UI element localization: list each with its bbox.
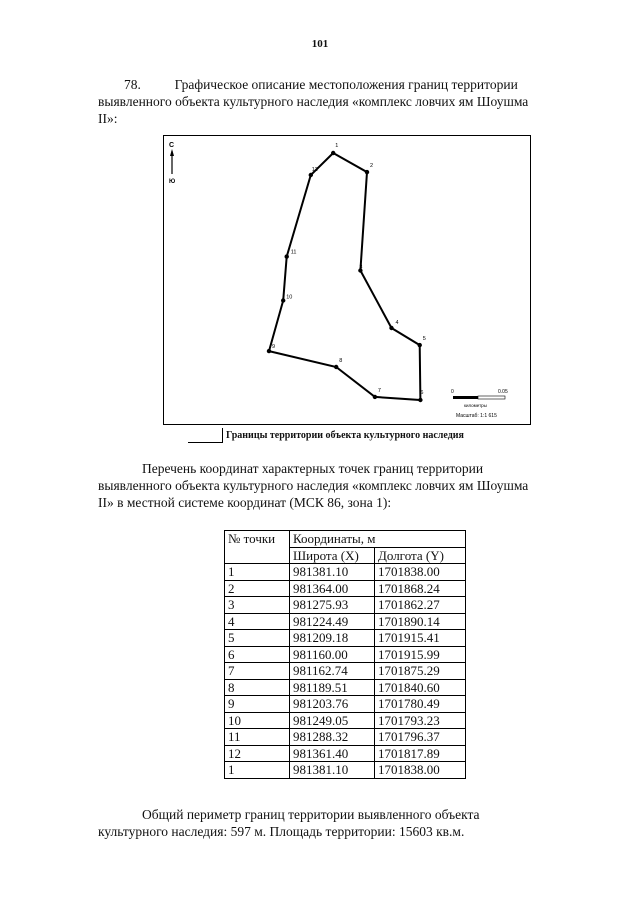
coordinates-table-body — [225, 564, 466, 779]
table-row — [225, 679, 466, 696]
scale-unit: километры — [464, 403, 487, 408]
latitude-cell: 981288.32 — [290, 729, 375, 746]
boundary-polygon — [269, 153, 420, 400]
col-coords-header: Координаты, м — [290, 531, 466, 548]
longitude-cell: 1701796.37 — [375, 729, 466, 746]
point-number-cell: 2 — [225, 580, 290, 597]
page-number: 101 — [311, 38, 329, 50]
boundary-map-svg — [164, 136, 530, 424]
latitude-cell: 981160.00 — [290, 646, 375, 663]
footer-line-1 — [98, 806, 590, 823]
longitude-cell: 1701838.00 — [375, 762, 466, 779]
table-row — [225, 630, 466, 647]
point-number-cell: 1 — [225, 564, 290, 581]
scale-end: 0.05 — [498, 389, 508, 395]
vertex-label: 6 — [420, 390, 424, 396]
vertex-point — [418, 398, 422, 402]
longitude-cell: 1701838.00 — [375, 564, 466, 581]
vertex-point — [373, 395, 377, 399]
list-line-3: II» в местной системе координат (МСК 86, зона 1): — [98, 495, 392, 510]
latitude-cell: 981381.10 — [290, 762, 375, 779]
latitude-cell: 981209.18 — [290, 630, 375, 647]
table-row — [225, 564, 466, 581]
vertex-label: 10 — [286, 294, 293, 301]
latitude-cell: 981364.00 — [290, 580, 375, 597]
vertex-label: 1 — [335, 143, 339, 149]
point-number-cell: 4 — [225, 613, 290, 630]
footer-line-1-text: Общий периметр границ территории выявленного объекта — [142, 807, 480, 822]
boundary-map — [163, 135, 531, 425]
col-point-header: № точки — [225, 531, 290, 564]
point-number-cell: 5 — [225, 630, 290, 647]
latitude-cell: 981249.05 — [290, 712, 375, 729]
longitude-cell: 1701840.60 — [375, 679, 466, 696]
longitude-cell: 1701780.49 — [375, 696, 466, 713]
south-label: Ю — [169, 179, 176, 185]
vertex-label: 12 — [311, 167, 318, 173]
scale-bar — [451, 389, 508, 419]
north-label: С — [169, 142, 175, 149]
point-number-cell: 11 — [225, 729, 290, 746]
list-line-1 — [98, 460, 590, 477]
point-number-cell: 6 — [225, 646, 290, 663]
longitude-cell: 1701793.23 — [375, 712, 466, 729]
latitude-cell: 981162.74 — [290, 663, 375, 680]
vertex-label: 8 — [339, 358, 343, 364]
table-row — [225, 712, 466, 729]
latitude-cell: 981203.76 — [290, 696, 375, 713]
point-number-cell: 8 — [225, 679, 290, 696]
vertex-label: 9 — [272, 344, 276, 351]
vertex-label: 11 — [290, 249, 297, 256]
table-row — [225, 597, 466, 614]
vertex-layer — [267, 143, 426, 402]
latitude-cell: 981189.51 — [290, 679, 375, 696]
latitude-cell: 981224.49 — [290, 613, 375, 630]
longitude-cell: 1701862.27 — [375, 597, 466, 614]
table-row — [225, 696, 466, 713]
vertex-label: 2 — [370, 163, 374, 170]
heading-paragraph — [98, 76, 590, 127]
legend-line-symbol — [188, 428, 223, 443]
vertex-point — [281, 298, 285, 302]
longitude-cell: 1701817.89 — [375, 745, 466, 762]
longitude-cell: 1701890.14 — [375, 613, 466, 630]
north-arrow-head — [170, 149, 174, 156]
latitude-cell: 981275.93 — [290, 597, 375, 614]
point-number-cell: 9 — [225, 696, 290, 713]
footer-line-2: культурного наследия: 597 м. Площадь территории: 15603 кв.м. — [98, 824, 465, 839]
latitude-cell: 981361.40 — [290, 745, 375, 762]
latitude-cell: 981381.10 — [290, 564, 375, 581]
longitude-cell: 1701915.41 — [375, 630, 466, 647]
list-paragraph — [98, 460, 590, 511]
heading-line-1 — [98, 76, 590, 93]
heading-number: 78. — [124, 77, 141, 92]
scale-text: Масштаб: 1:1 615 — [456, 413, 497, 419]
point-number-cell: 7 — [225, 663, 290, 680]
table-row — [225, 580, 466, 597]
table-row — [225, 613, 466, 630]
table-row — [225, 745, 466, 762]
vertex-point — [389, 326, 393, 330]
vertex-point — [309, 173, 313, 177]
table-row — [225, 729, 466, 746]
coordinates-table — [224, 530, 466, 779]
longitude-cell: 1701868.24 — [375, 580, 466, 597]
table-row — [225, 762, 466, 779]
longitude-cell: 1701875.29 — [375, 663, 466, 680]
scale-start: 0 — [451, 389, 454, 395]
vertex-label: 5 — [422, 336, 426, 343]
list-line-2: выявленного объекта культурного наследия «комплекс ловчих ям Шоушма — [98, 478, 529, 493]
point-number-cell: 3 — [225, 597, 290, 614]
table-row — [225, 646, 466, 663]
legend-text: Границы территории объекта культурного наследия — [226, 430, 464, 441]
table-header-row — [225, 531, 466, 548]
scale-bar-light — [478, 396, 505, 399]
point-number-cell: 1 — [225, 762, 290, 779]
table-row — [225, 663, 466, 680]
longitude-cell: 1701915.99 — [375, 646, 466, 663]
vertex-point — [285, 254, 289, 258]
col-lat-header: Широта (X) — [290, 547, 375, 564]
col-lon-header: Долгота (Y) — [375, 547, 466, 564]
scale-bar-dark — [453, 396, 478, 399]
vertex-point — [267, 349, 271, 353]
vertex-point — [418, 343, 422, 347]
point-number-cell: 12 — [225, 745, 290, 762]
vertex-point — [331, 151, 335, 155]
vertex-label: 7 — [377, 387, 381, 394]
north-arrow — [169, 142, 175, 185]
heading-line-2: выявленного объекта культурного наследия «комплекс ловчих ям Шоушма — [98, 94, 529, 109]
heading-line-3: II»: — [98, 111, 118, 126]
list-line-1-text: Перечень координат характерных точек границ территории — [142, 461, 484, 476]
heading-text: Графическое описание местоположения границ территории — [174, 77, 518, 92]
vertex-label: 3 — [359, 264, 363, 271]
vertex-point — [365, 170, 369, 174]
point-number-cell: 10 — [225, 712, 290, 729]
map-legend — [188, 428, 464, 443]
vertex-label: 4 — [395, 320, 399, 326]
vertex-point — [334, 365, 338, 369]
footer-paragraph — [98, 806, 590, 840]
